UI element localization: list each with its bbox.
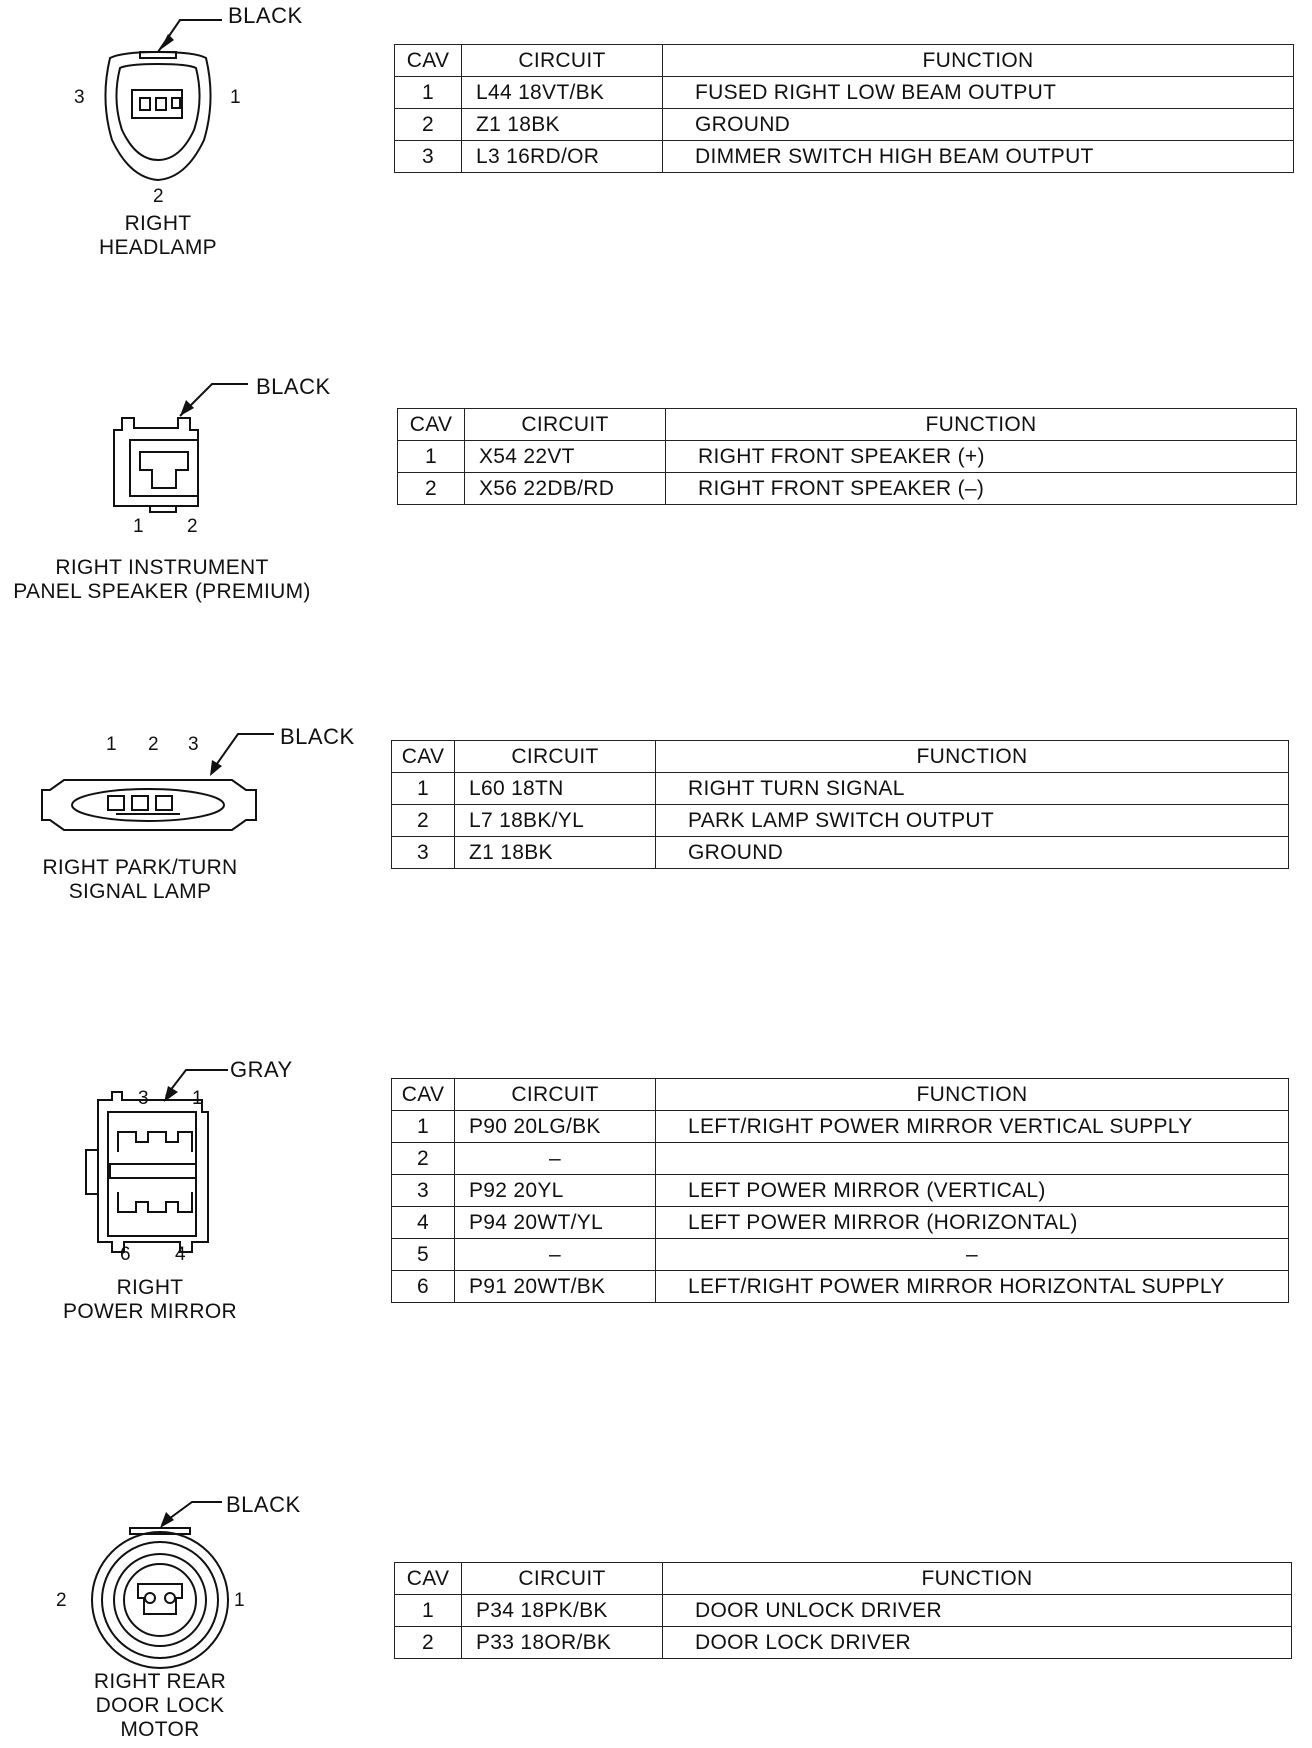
cell-circuit: L3 16RD/OR: [462, 141, 663, 173]
cell-function: GROUND: [656, 837, 1289, 869]
header-function: FUNCTION: [666, 409, 1297, 441]
cell-function: LEFT POWER MIRROR (HORIZONTAL): [656, 1207, 1289, 1239]
pin-label: 4: [175, 1244, 186, 1265]
cell-circuit: –: [455, 1239, 656, 1271]
connector-name-line: RIGHT PARK/TURN: [42, 856, 238, 879]
cell-function: RIGHT FRONT SPEAKER (+): [666, 441, 1297, 473]
header-cav: CAV: [398, 409, 465, 441]
connector-name: [60, 212, 256, 260]
cell-function: –: [656, 1239, 1289, 1271]
cell-circuit: L7 18BK/YL: [455, 805, 656, 837]
connector-name-line: SIGNAL LAMP: [68, 880, 212, 903]
cell-cav: 1: [392, 773, 455, 805]
connector-color-label: GRAY: [230, 1057, 293, 1082]
connector-name: [0, 556, 324, 604]
pinout-table: [394, 44, 1294, 173]
table-row: [392, 1175, 1289, 1207]
table-row: [395, 141, 1294, 173]
pin-label: 1: [234, 1590, 245, 1611]
pin-label: 6: [120, 1244, 131, 1265]
right-rear-door-lock-connector: [0, 1480, 340, 1748]
cell-circuit: X56 22DB/RD: [465, 473, 666, 505]
cell-circuit: P90 20LG/BK: [455, 1111, 656, 1143]
header-cav: CAV: [392, 1079, 455, 1111]
table-row: [398, 473, 1297, 505]
table-row: [392, 1111, 1289, 1143]
cell-circuit: –: [455, 1143, 656, 1175]
cell-function: DOOR UNLOCK DRIVER: [663, 1595, 1292, 1627]
cell-cav: 6: [392, 1271, 455, 1303]
header-circuit: CIRCUIT: [465, 409, 666, 441]
cell-function: FUSED RIGHT LOW BEAM OUTPUT: [663, 77, 1294, 109]
cell-circuit: P94 20WT/YL: [455, 1207, 656, 1239]
cell-function: DIMMER SWITCH HIGH BEAM OUTPUT: [663, 141, 1294, 173]
table-row: [395, 77, 1294, 109]
cell-cav: 2: [395, 109, 462, 141]
connector-color-label: BLACK: [228, 3, 303, 28]
cell-cav: 1: [392, 1111, 455, 1143]
table-row: [392, 1239, 1289, 1271]
pin-label: 3: [188, 734, 199, 755]
pin-label: 2: [187, 516, 198, 537]
header-function: FUNCTION: [656, 1079, 1289, 1111]
pinout-table: [391, 1078, 1289, 1303]
cell-circuit: Z1 18BK: [462, 109, 663, 141]
table-header-row: [392, 741, 1289, 773]
header-circuit: CIRCUIT: [462, 1563, 663, 1595]
header-circuit: CIRCUIT: [462, 45, 663, 77]
table-row: [395, 109, 1294, 141]
pin-label: 3: [138, 1088, 149, 1109]
pin-label: 2: [153, 186, 164, 207]
header-cav: CAV: [395, 1563, 462, 1595]
cell-circuit: L44 18VT/BK: [462, 77, 663, 109]
table-row: [392, 1207, 1289, 1239]
connector-name-line: PANEL SPEAKER (PREMIUM): [13, 580, 311, 603]
right-ip-speaker-connector: [0, 360, 340, 610]
cell-circuit: P34 18PK/BK: [462, 1595, 663, 1627]
cell-circuit: P91 20WT/BK: [455, 1271, 656, 1303]
table-header-row: [395, 45, 1294, 77]
cell-cav: 4: [392, 1207, 455, 1239]
table-row: [392, 805, 1289, 837]
cell-cav: 2: [395, 1627, 462, 1659]
connector-name-line: RIGHT: [124, 212, 192, 235]
connector-name-line: MOTOR: [120, 1718, 200, 1741]
cell-cav: 3: [392, 837, 455, 869]
connector-name-line: RIGHT INSTRUMENT: [55, 556, 269, 579]
cell-cav: 2: [392, 805, 455, 837]
cell-cav: 1: [395, 1595, 462, 1627]
pin-label: 1: [106, 734, 117, 755]
header-function: FUNCTION: [663, 1563, 1292, 1595]
cell-cav: 5: [392, 1239, 455, 1271]
connector-color-label: BLACK: [280, 724, 355, 749]
header-function: FUNCTION: [663, 45, 1294, 77]
header-circuit: CIRCUIT: [455, 1079, 656, 1111]
table-header-row: [392, 1079, 1289, 1111]
connector-name: [20, 856, 260, 904]
connector-name: [60, 1670, 260, 1742]
pin-label: 2: [56, 1590, 67, 1611]
table-row: [392, 1271, 1289, 1303]
cell-circuit: Z1 18BK: [455, 837, 656, 869]
table-row: [395, 1595, 1292, 1627]
cell-function: LEFT POWER MIRROR (VERTICAL): [656, 1175, 1289, 1207]
pin-label: 1: [192, 1088, 203, 1109]
cell-function: LEFT/RIGHT POWER MIRROR HORIZONTAL SUPPLY: [656, 1271, 1289, 1303]
cell-circuit: X54 22VT: [465, 441, 666, 473]
header-function: FUNCTION: [656, 741, 1289, 773]
pinout-table: [397, 408, 1297, 505]
connector-name-line: DOOR LOCK: [95, 1694, 225, 1717]
pin-label: 1: [230, 87, 241, 108]
cell-function: GROUND: [663, 109, 1294, 141]
table-header-row: [395, 1563, 1292, 1595]
header-circuit: CIRCUIT: [455, 741, 656, 773]
pin-label: 1: [133, 516, 144, 537]
connector-color-label: BLACK: [226, 1492, 301, 1517]
cell-cav: 3: [392, 1175, 455, 1207]
right-power-mirror-connector: [0, 1050, 340, 1340]
cell-cav: 3: [395, 141, 462, 173]
pin-label: 2: [148, 734, 159, 755]
connector-name-line: POWER MIRROR: [63, 1300, 237, 1323]
cell-cav: 2: [392, 1143, 455, 1175]
cell-circuit: L60 18TN: [455, 773, 656, 805]
connector-name-line: RIGHT: [116, 1276, 184, 1299]
cell-function: [656, 1143, 1289, 1175]
cell-circuit: P92 20YL: [455, 1175, 656, 1207]
right-headlamp-connector: [0, 0, 340, 270]
pin-label: 3: [74, 87, 85, 108]
table-row: [395, 1627, 1292, 1659]
table-row: [392, 837, 1289, 869]
cell-function: RIGHT TURN SIGNAL: [656, 773, 1289, 805]
connector-name-line: HEADLAMP: [99, 236, 217, 259]
right-park-turn-connector: [0, 710, 360, 910]
table-header-row: [398, 409, 1297, 441]
table-row: [392, 1143, 1289, 1175]
pinout-table: [391, 740, 1289, 869]
cell-function: LEFT/RIGHT POWER MIRROR VERTICAL SUPPLY: [656, 1111, 1289, 1143]
connector-name-line: RIGHT REAR: [93, 1670, 227, 1693]
cell-cav: 2: [398, 473, 465, 505]
cell-function: PARK LAMP SWITCH OUTPUT: [656, 805, 1289, 837]
cell-function: DOOR LOCK DRIVER: [663, 1627, 1292, 1659]
cell-cav: 1: [398, 441, 465, 473]
table-row: [392, 773, 1289, 805]
header-cav: CAV: [395, 45, 462, 77]
connector-color-label: BLACK: [256, 374, 331, 399]
header-cav: CAV: [392, 741, 455, 773]
table-row: [398, 441, 1297, 473]
pinout-table: [394, 1562, 1292, 1659]
cell-circuit: P33 18OR/BK: [462, 1627, 663, 1659]
cell-cav: 1: [395, 77, 462, 109]
connector-name: [40, 1276, 260, 1324]
cell-function: RIGHT FRONT SPEAKER (–): [666, 473, 1297, 505]
